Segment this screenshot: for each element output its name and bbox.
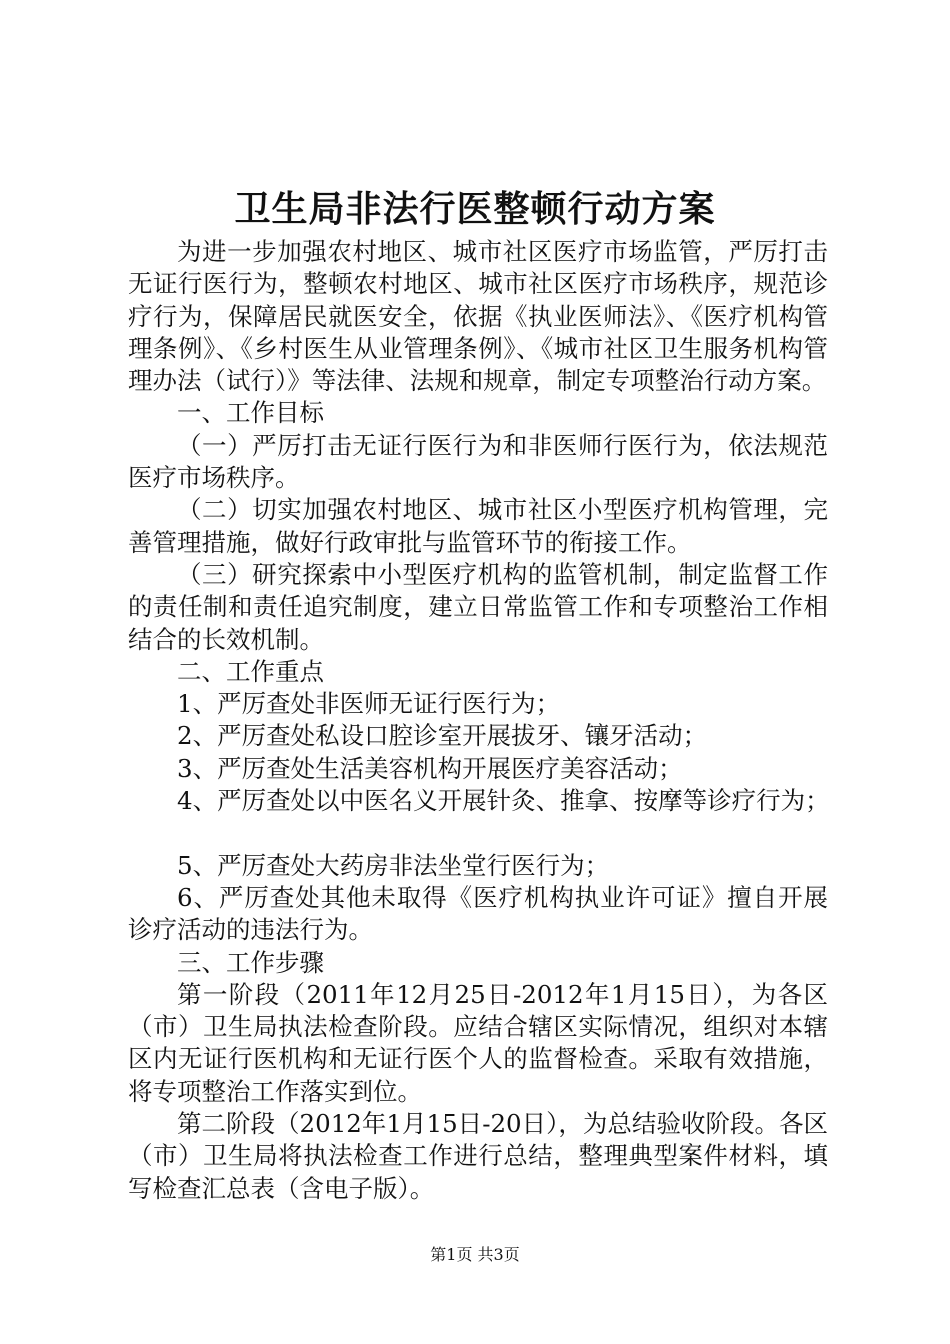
- focus-item-5: 5、严厉查处大药房非法坐堂行医行为；: [177, 850, 610, 880]
- intro-paragraph: 为进一步加强农村地区、城市社区医疗市场监管，严厉打击无证行医行为，整顿农村地区、城市社区医疗市场秩序，规范诊疗行为，保障居民就医安全，依据《执业医师法》、《医疗机构管理条例》、《乡村医生从业管理条例》、《城市社区卫生服务机构管理办法（试行）》等法律、法规和规章，制定专项整治行动方案。: [128, 237, 828, 396]
- focus-item-4: 4、严厉查处以中医名义开展针灸、推拿、按摩等诊疗行为；: [177, 786, 830, 816]
- section-heading-focus: 二、工作重点: [177, 656, 324, 686]
- page-number-footer: 第1页 共3页: [430, 1245, 520, 1264]
- goal-item-2: （二）切实加强农村地区、城市社区小型医疗机构管理，完善管理措施，做好行政审批与监管环节的衔接工作。: [128, 495, 828, 557]
- section-heading-goals: 一、工作目标: [177, 398, 324, 428]
- focus-item-1: 1、严厉查处非医师无证行医行为；: [177, 689, 561, 719]
- focus-item-2: 2、严厉查处私设口腔诊室开展拔牙、镶牙活动；: [177, 721, 708, 751]
- goal-item-3: （三）研究探索中小型医疗机构的监管机制，制定监督工作的责任制和责任追究制度，建立日常监管工作和专项整治工作相结合的长效机制。: [128, 559, 828, 654]
- step-phase-2: 第二阶段（2012年1月15日-20日），为总结验收阶段。各区（市）卫生局将执法检查工作进行总结，整理典型案件材料，填写检查汇总表（含电子版）。: [128, 1109, 828, 1203]
- focus-item-6: 6、严厉查处其他未取得《医疗机构执业许可证》擅自开展诊疗活动的违法行为。: [128, 882, 828, 945]
- section-heading-steps: 三、工作步骤: [177, 947, 324, 977]
- goal-item-1: （一）严厉打击无证行医行为和非医师行医行为，依法规范医疗市场秩序。: [128, 430, 828, 493]
- document-body: [128, 236, 828, 1205]
- document-title: 卫生局非法行医整顿行动方案: [234, 188, 716, 230]
- step-phase-1: 第一阶段（2011年12月25日-2012年1月15日），为各区（市）卫生局执法检查阶段。应结合辖区实际情况，组织对本辖区内无证行医机构和无证行医个人的监督检查。采取有效措施，将专项整治工作落实到位。: [128, 979, 828, 1106]
- focus-item-3: 3、严厉查处生活美容机构开展医疗美容活动；: [177, 753, 683, 783]
